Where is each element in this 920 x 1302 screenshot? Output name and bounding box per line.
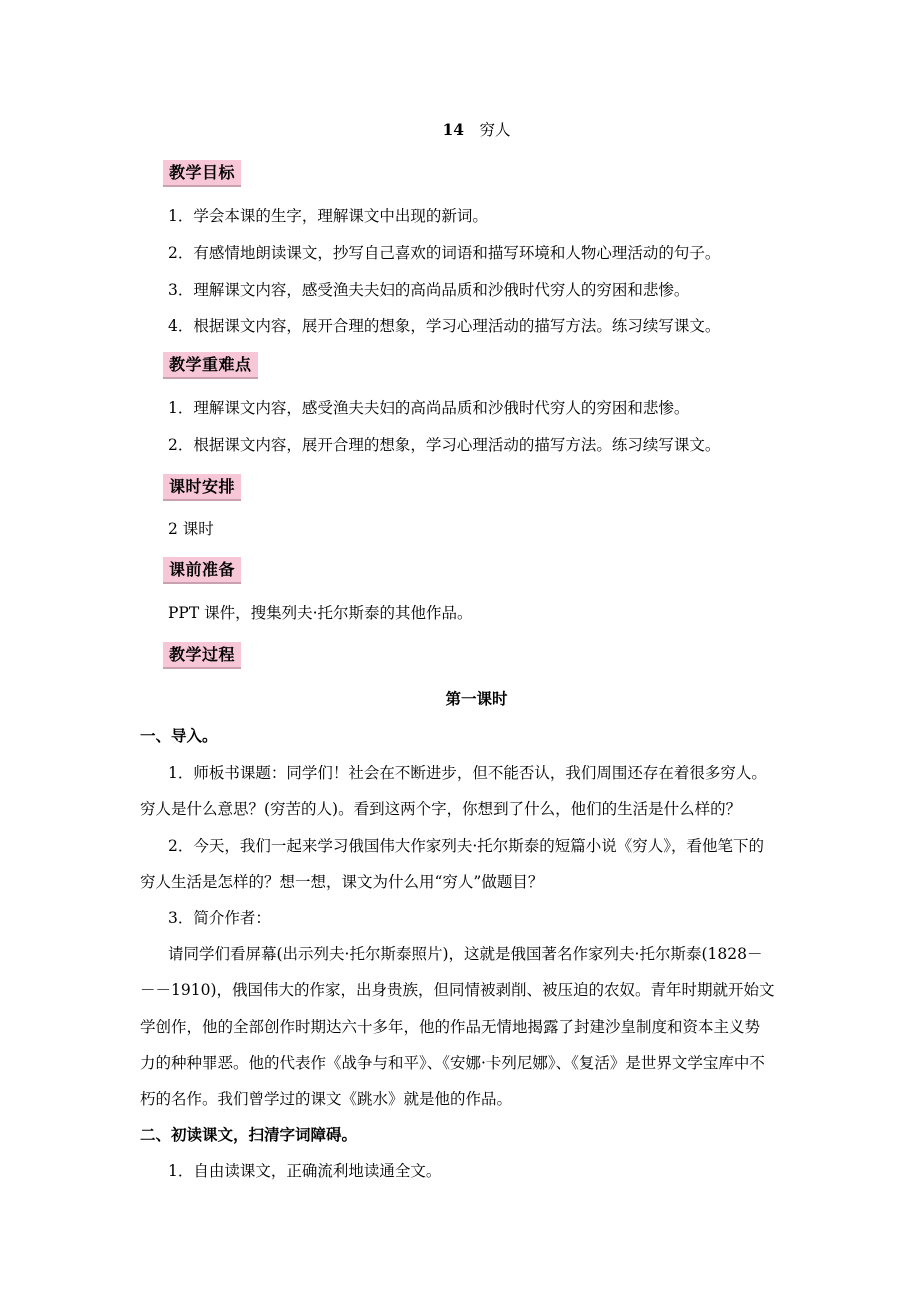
objective-item: 3．理解课文内容，感受渔夫夫妇的高尚品质和沙俄时代穷人的穷困和悲惨。 <box>168 281 690 299</box>
lesson-number: 14 <box>442 120 465 139</box>
section-label-schedule: 课时安排 <box>163 474 241 501</box>
paragraph-line: 穷人是什么意思？(穷苦的人)。看到这两个字，你想到了什么，他们的生活是什么样的？ <box>140 800 742 818</box>
part2-heading: 二、初读课文，扫清字词障碍。 <box>140 1125 358 1144</box>
paragraph-line: 穷人生活是怎样的？想一想，课文为什么用“穷人”做题目？ <box>140 873 544 891</box>
objective-item: 4．根据课文内容，展开合理的想象，学习心理活动的描写方法。练习续写课文。 <box>168 317 721 335</box>
section-label-preparation: 课前准备 <box>163 557 241 584</box>
paragraph-line: 学创作，他的全部创作时期达六十多年，他的作品无情地揭露了封建沙皇制度和资本主义势 <box>140 1018 761 1036</box>
paragraph-line: 朽的名作。我们曾学过的课文《跳水》就是他的作品。 <box>140 1090 513 1108</box>
objective-item: 1．学会本课的生字，理解课文中出现的新词。 <box>168 207 488 225</box>
schedule-text: 2 课时 <box>168 520 214 538</box>
paragraph-line: 2．今天，我们一起来学习俄国伟大作家列夫·托尔斯泰的短篇小说《穷人》，看他笔下的 <box>168 837 765 855</box>
paragraph-line: －－1910)，俄国伟大的作家，出身贵族，但同情被剥削、被压迫的农奴。青年时期就开始文 <box>140 981 775 999</box>
paragraph-line: 力的种种罪恶。他的代表作《战争与和平》、《安娜·卡列尼娜》、《复活》是世界文学宝库中不 <box>140 1054 765 1072</box>
key-point-item: 2．根据课文内容，展开合理的想象，学习心理活动的描写方法。练习续写课文。 <box>168 436 721 454</box>
section-label-key-points: 教学重难点 <box>163 352 258 379</box>
part1-heading: 一、导入。 <box>140 726 218 745</box>
objective-item: 2．有感情地朗读课文，抄写自己喜欢的词语和描写环境和人物心理活动的句子。 <box>168 244 721 262</box>
preparation-text: PPT 课件，搜集列夫·托尔斯泰的其他作品。 <box>168 604 473 622</box>
section-label-objectives: 教学目标 <box>163 160 241 187</box>
section-label-process: 教学过程 <box>163 642 241 669</box>
key-point-item: 1．理解课文内容，感受渔夫夫妇的高尚品质和沙俄时代穷人的穷困和悲惨。 <box>168 399 690 417</box>
lesson-name: 穷人 <box>479 121 511 139</box>
lesson-title <box>0 118 920 140</box>
paragraph-line: 3．简介作者： <box>168 909 271 927</box>
period-title: 第一课时 <box>445 689 508 708</box>
paragraph-line: 请同学们看屏幕(出示列夫·托尔斯泰照片)，这就是俄国著名作家列夫·托尔斯泰(1828－ <box>168 945 763 963</box>
paragraph-line: 1．师板书课题：同学们！社会在不断进步，但不能否认，我们周围还存在着很多穷人。 <box>168 764 767 782</box>
paragraph-line: 1．自由读课文，正确流利地读通全文。 <box>168 1162 442 1180</box>
